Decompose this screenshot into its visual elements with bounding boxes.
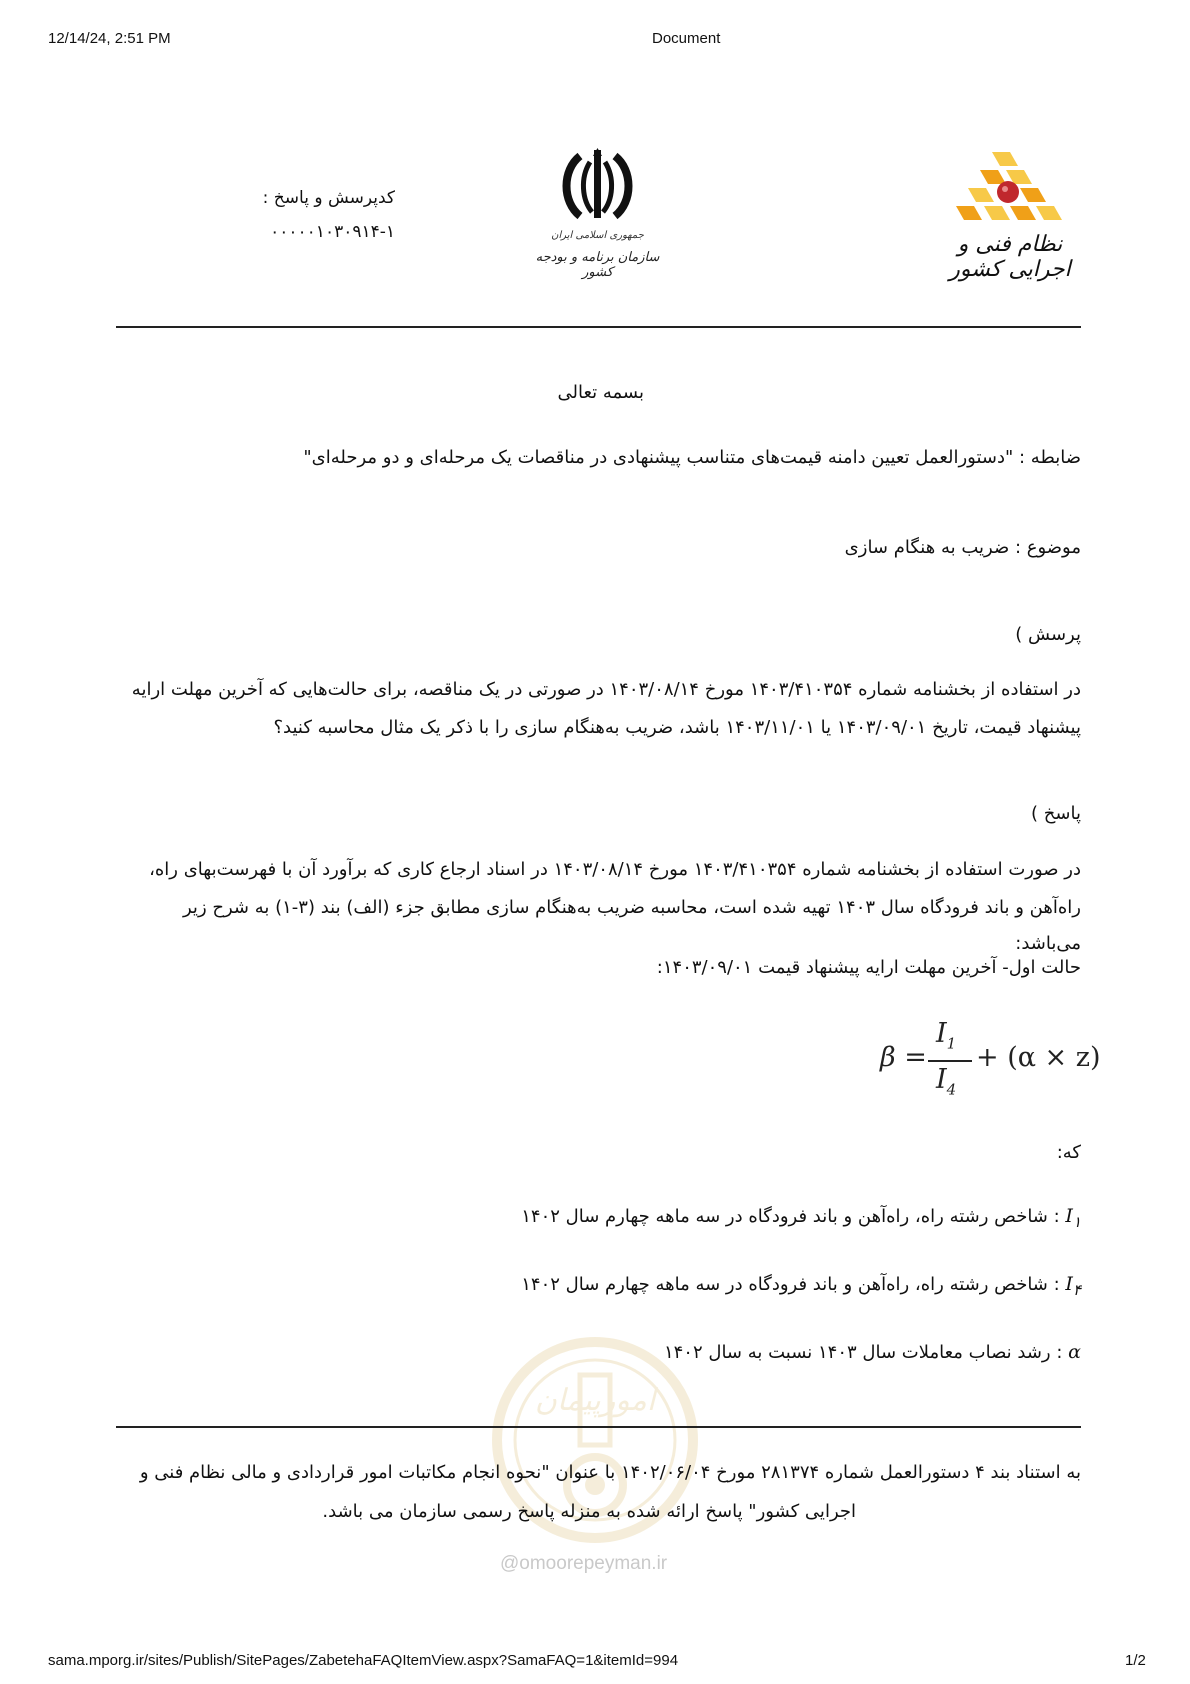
watermark-seal-text: امورپیمان	[534, 1383, 656, 1418]
footer-divider	[116, 1426, 1081, 1428]
print-page-title: Document	[652, 30, 721, 47]
definition-i4	[116, 1266, 1081, 1308]
def-i4-text: : شاخص رشته راه، راه‌آهن و باند فرودگاه در سه ماهه چهارم سال ۱۴۰۲	[521, 1274, 1060, 1295]
formula-numerator-sub: 1	[946, 1034, 957, 1053]
question-heading: پرسش )	[1015, 624, 1081, 645]
def-i1-sub: ۱	[1072, 1212, 1081, 1231]
def-i1-symbol: I	[1065, 1205, 1073, 1227]
beta-formula	[880, 1018, 1101, 1108]
emblem-caption-2: سازمان برنامه و بودجه کشور	[535, 250, 660, 280]
logo-caption: نظام فنی و اجرایی کشور	[949, 232, 1071, 282]
code-value: ۰۰۰۰۰۱۰۳۰۹۱۴-۱	[270, 222, 395, 242]
def-i4-symbol: I	[1065, 1273, 1073, 1295]
def-i1-text: : شاخص رشته راه، راه‌آهن و باند فرودگاه در سه ماهه چهارم سال ۱۴۰۲	[521, 1206, 1060, 1227]
print-url: sama.mporg.ir/sites/Publish/SitePages/ZabetehaFAQItemView.aspx?SamaFAQ=1&itemId=994	[48, 1652, 679, 1669]
invocation: بسمه تعالی	[557, 382, 644, 403]
question-text-line2: پیشنهاد قیمت، تاریخ ۱۴۰۳/۰۹/۰۱ یا ۱۴۰۳/۱۱/۰۱ باشد، ضریب به‌هنگام سازی را با ذکر یک مثال محاسبه کنید؟	[273, 717, 1081, 738]
formula-lhs: β =	[880, 1042, 927, 1073]
watermark-seal-icon	[485, 1335, 705, 1565]
def-alpha-text: : رشد نصاب معاملات سال ۱۴۰۳ نسبت به سال ۱۴۰۲	[663, 1342, 1063, 1363]
subject-line: موضوع : ضریب به هنگام سازی	[844, 537, 1081, 558]
question-text-line1: در استفاده از بخشنامه شماره ۱۴۰۳/۴۱۰۳۵۴ مورخ ۱۴۰۳/۰۸/۱۴ در صورتی در یک مناقصه، برای حالت‌هایی که آخرین مهلت ارایه	[131, 679, 1081, 700]
formula-denominator: I	[936, 1064, 947, 1095]
iran-emblem	[535, 148, 660, 288]
def-alpha-symbol: α	[1068, 1341, 1081, 1363]
formula-numerator: I	[936, 1018, 947, 1049]
def-i4-sub: ۴	[1072, 1280, 1081, 1299]
formula-rhs: + (α × z)	[976, 1042, 1101, 1073]
header-divider	[116, 326, 1081, 328]
watermark-handle: @omoorepeyman.ir	[500, 1553, 668, 1574]
regulation-title: ضابطه : "دستورالعمل تعیین دامنه قیمت‌های متناسب پیشنهادی در مناقصات یک مرحله‌ای و دو مرحله‌ای"	[303, 447, 1081, 468]
emblem-caption-1: جمهوری اسلامی ایران	[551, 230, 644, 241]
where-label: که:	[1056, 1142, 1081, 1163]
pyramid-cubes-icon	[956, 152, 1062, 220]
closing-line1: به استناد بند ۴ دستورالعمل شماره ۲۸۱۳۷۴ مورخ ۱۴۰۲/۰۶/۰۴ با عنوان "نحوه انجام مکاتبات امور قراردادی و مالی نظام فنی و	[139, 1462, 1081, 1483]
formula-denominator-sub: 4	[946, 1080, 957, 1099]
case-one-heading: حالت اول- آخرین مهلت ارایه پیشنهاد قیمت ۱۴۰۳/۰۹/۰۱:	[656, 957, 1081, 978]
print-datetime: 12/14/24, 2:51 PM	[48, 30, 171, 47]
watermark-seal	[485, 1335, 705, 1565]
answer-text-line2: راه‌آهن و باند فرودگاه سال ۱۴۰۳ تهیه شده است، محاسبه ضریب به‌هنگام سازی مطابق جزء (الف) بند (۳-۱) به شرح زیر می‌باشد:	[183, 897, 1081, 954]
closing-line2: اجرایی کشور" پاسخ ارائه شده به منزله پاسخ رسمی سازمان می باشد.	[322, 1501, 856, 1522]
print-page-number: 1/2	[1125, 1652, 1146, 1669]
iran-emblem-icon	[540, 148, 655, 228]
code-label: کدپرسش و پاسخ :	[262, 188, 395, 208]
answer-text-line1: در صورت استفاده از بخشنامه شماره ۱۴۰۳/۴۱۰۳۵۴ مورخ ۱۴۰۳/۰۸/۱۴ در اسناد ارجاع کاری که برآورد آن با فهرست‌بهای راه،	[149, 859, 1081, 880]
definition-i1	[116, 1198, 1081, 1240]
nezam-fanni-logo	[940, 150, 1080, 280]
fraction-bar	[928, 1060, 972, 1062]
answer-heading: پاسخ )	[1031, 803, 1081, 824]
